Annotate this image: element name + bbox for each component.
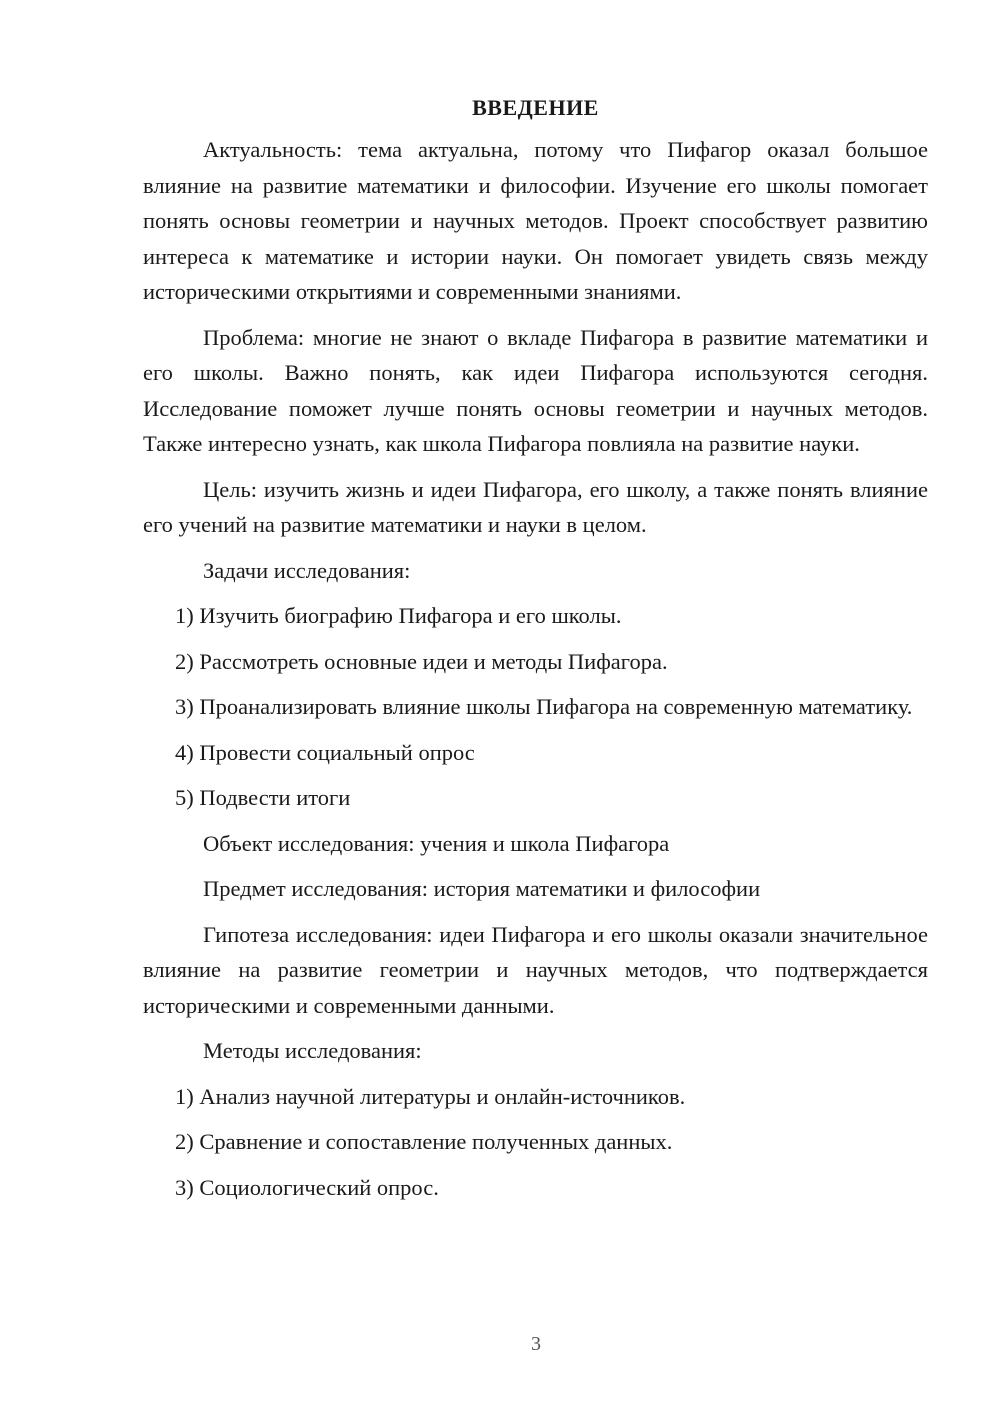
page-title: ВВЕДЕНИЕ <box>472 95 599 120</box>
method-item: 3) Социологический опрос. <box>175 1174 439 1200</box>
hypothesis-paragraph: Гипотеза исследования: идеи Пифагора и его школы оказали значительное влияние на развитие геометрии и научных методов, что подтверждается историческими и современными данными. <box>143 921 928 1018</box>
method-item: 2) Сравнение и сопоставление полученных данных. <box>175 1129 673 1154</box>
task-item: 1) Изучить биографию Пифагора и его школы. <box>175 603 622 628</box>
tasks-heading: Задачи исследования: <box>203 557 411 583</box>
task-item: 4) Провести социальный опрос <box>175 739 475 765</box>
goal-paragraph: Цель: изучить жизнь и идеи Пифагора, его школу, а также понять влияние его учений на развитие математики и науки в целом. <box>143 476 928 537</box>
methods-list <box>143 1079 928 1206</box>
task-item: 5) Подвести итоги <box>175 785 351 810</box>
document-page <box>143 90 928 1215</box>
research-object: Объект исследования: учения и школа Пифагора <box>203 830 670 856</box>
methods-heading: Методы исследования: <box>203 1038 422 1063</box>
problem-paragraph: Проблема: многие не знают о вкладе Пифагора в развитие математики и его школы. Важно понять, как идеи Пифагора используются сегодня. Исследование поможет лучше понять основы геометрии и научных методов. Также интересно узнать, как школа Пифагора повлияла на развитие науки. <box>143 324 928 456</box>
page-number: 3 <box>531 1333 541 1355</box>
task-item: 3) Проанализировать влияние школы Пифагора на современную математику. <box>175 694 913 719</box>
relevance-paragraph: Актуальность: тема актуальна, потому что Пифагор оказал большое влияние на развитие математики и философии. Изучение его школы помогает понять основы геометрии и научных методов. Проект способствует развитию интереса к математике и истории науки. Он помогает увидеть связь между историческими открытиями и современными знаниями. <box>143 137 928 304</box>
research-subject: Предмет исследования: история математики и философии <box>203 876 761 901</box>
method-item: 1) Анализ научной литературы и онлайн-источников. <box>175 1083 686 1109</box>
tasks-list <box>143 598 928 816</box>
task-item: 2) Рассмотреть основные идеи и методы Пифагора. <box>175 648 668 674</box>
